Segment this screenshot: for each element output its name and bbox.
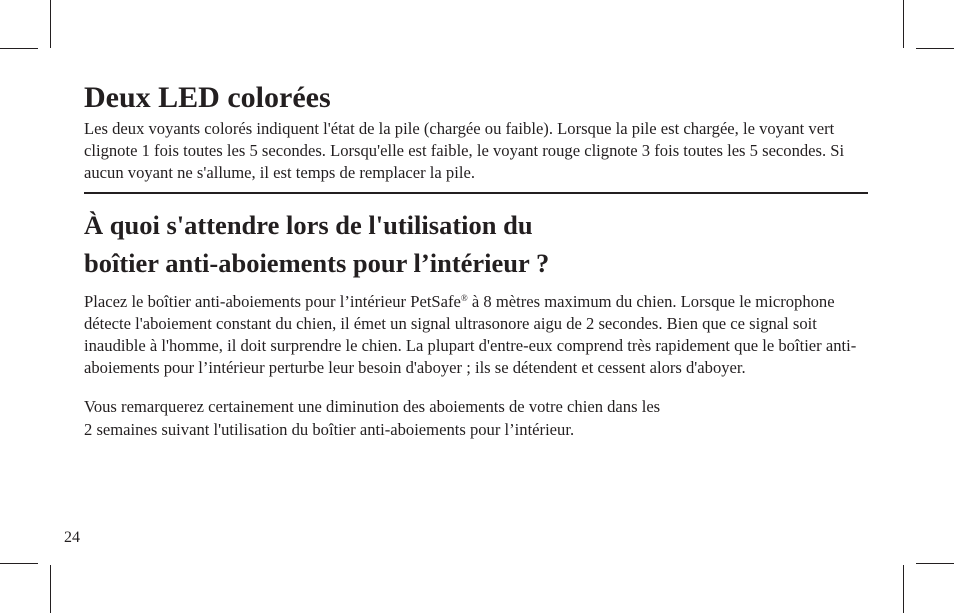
section-heading-expectations [84, 206, 868, 282]
section-led [84, 80, 868, 185]
para-text-after-reg: à 8 mètres maximum du chien. Lorsque le microphone détecte l'aboiement constant du chien, il émet un signal ultrasonore aigu de 2 secondes. Bien que ce signal soit inaudible à l'homme, il doit surprendre le chien. La plupart d'entre-eux comprend très rapidement que le boîtier anti-aboiements pour l’intérieur perturbe leur besoin d'aboyer ; ils se détendent et cessent alors d'aboyer. [84, 291, 857, 378]
section-heading-led: Deux LED colorées [84, 81, 331, 114]
crop-mark-top-right-vertical [903, 0, 904, 48]
section-expectations [84, 206, 868, 441]
registered-mark: ® [460, 292, 468, 303]
section-body-expectations [84, 291, 868, 380]
section-body-result [84, 396, 868, 440]
crop-mark-bottom-right-vertical [903, 565, 904, 613]
crop-mark-top-left-vertical [50, 0, 51, 48]
crop-mark-top-left-horizontal [0, 48, 38, 49]
crop-mark-bottom-left-horizontal [0, 563, 38, 564]
result-line-2: 2 semaines suivant l'utilisation du boîtier anti-aboiements pour l’intérieur. [84, 419, 575, 439]
page-content [84, 80, 868, 441]
section-divider [84, 192, 868, 194]
heading-line-1: À quoi s'attendre lors de l'utilisation du [84, 209, 533, 240]
section-body-led: Les deux voyants colorés indiquent l'état de la pile (chargée ou faible). Lorsque la pile est chargée, le voyant vert clignote 1 fois toutes les 5 secondes. Lorsqu'elle est faible, le voyant rouge clignote 3 fois toutes les 5 secondes. Si aucun voyant ne s'allume, il est temps de remplacer la pile. [84, 119, 845, 183]
heading-line-2: boîtier anti-aboiements pour l’intérieur ? [84, 247, 550, 278]
crop-mark-top-right-horizontal [916, 48, 954, 49]
para-text-before-reg: Placez le boîtier anti-aboiements pour l’intérieur PetSafe [84, 291, 461, 311]
crop-mark-bottom-left-vertical [50, 565, 51, 613]
result-line-1: Vous remarquerez certainement une diminution des aboiements de votre chien dans les [84, 397, 661, 417]
crop-mark-bottom-right-horizontal [916, 563, 954, 564]
page-number: 24 [64, 529, 80, 546]
